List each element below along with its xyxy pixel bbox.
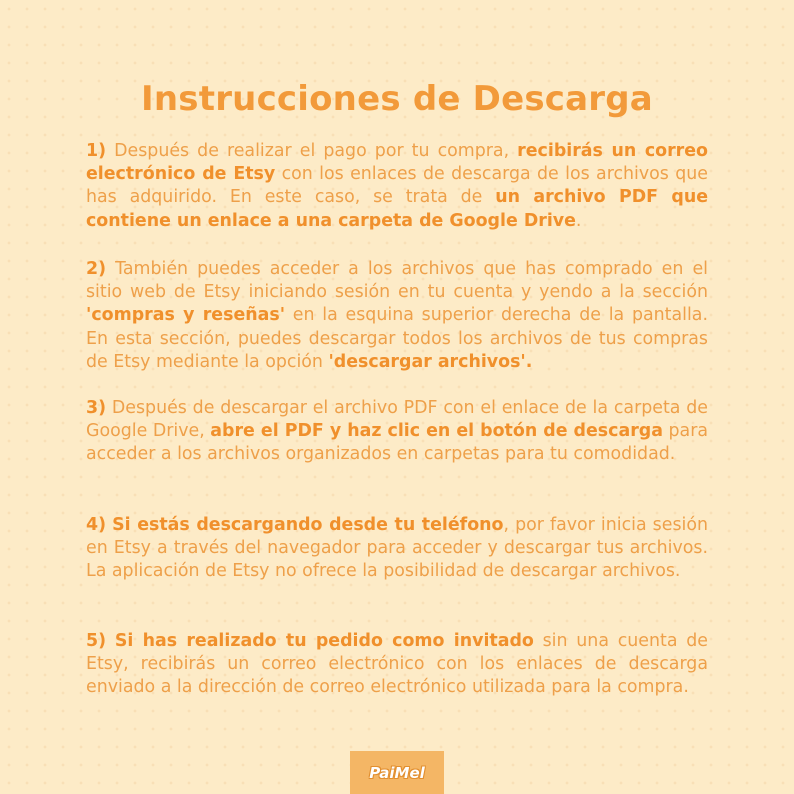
step-highlight: Si has realizado tu pedido como invitado <box>114 631 534 651</box>
step-text: Después de descargar el archivo PDF con el enlace de la carpeta de Google Drive, <box>86 398 708 442</box>
step-number: 5) <box>86 631 107 651</box>
instruction-step-3 <box>86 397 708 467</box>
step-text: para acceder a los archivos organizados en carpetas para tu comodidad. <box>86 421 709 465</box>
step-text: También puedes acceder a los archivos que has comprado en el sitio web de Etsy iniciando sesión en tu cuenta y yendo a la sección <box>86 259 708 303</box>
brand-logo <box>350 751 444 794</box>
instruction-step-1 <box>86 140 708 233</box>
instruction-step-5 <box>86 630 708 700</box>
page-title: Instrucciones de Descarga <box>141 79 653 119</box>
step-text <box>106 631 115 651</box>
instruction-step-2 <box>86 258 708 374</box>
step-highlight: un archivo PDF que contiene un enlace a una carpeta de Google Drive <box>86 187 708 231</box>
step-highlight: abre el PDF y haz clic en el botón de descarga <box>210 421 663 442</box>
step-highlight: 'descargar archivos'. <box>328 351 533 372</box>
step-highlight: Si estás descargando desde tu teléfono <box>112 515 504 535</box>
step-text: , por favor inicia sesión en Etsy a través del navegador para acceder y descargar tus archivos. La aplicación de Etsy no ofrece la posibilidad de descargar archivos. <box>86 515 708 582</box>
step-highlight: 'compras y reseñas' <box>86 305 286 326</box>
brand-logo-text: PaiMel <box>369 763 425 782</box>
step-number: 1) <box>86 141 107 161</box>
instruction-step-4 <box>86 514 708 584</box>
step-text: en la esquina superior derecha de la pantalla. En esta sección, puedes descargar todos los archivos de tus compras de Etsy mediante la opción <box>86 305 708 372</box>
step-number: 2) <box>86 259 107 279</box>
step-text: Después de realizar el pago por tu compra, <box>106 141 518 161</box>
step-number: 3) <box>86 398 107 418</box>
step-text: con los enlaces de descarga de los archivos que has adquirido. En este caso, se trata de <box>86 164 708 208</box>
step-highlight: recibirás un correo electrónico de Etsy <box>86 141 708 185</box>
step-number: 4) <box>86 515 107 535</box>
step-text: . <box>575 210 582 231</box>
step-text: sin una cuenta de Etsy, recibirás un correo electrónico con los enlaces de descarga enviado a la dirección de correo electrónico utilizada para la compra. <box>86 631 708 698</box>
